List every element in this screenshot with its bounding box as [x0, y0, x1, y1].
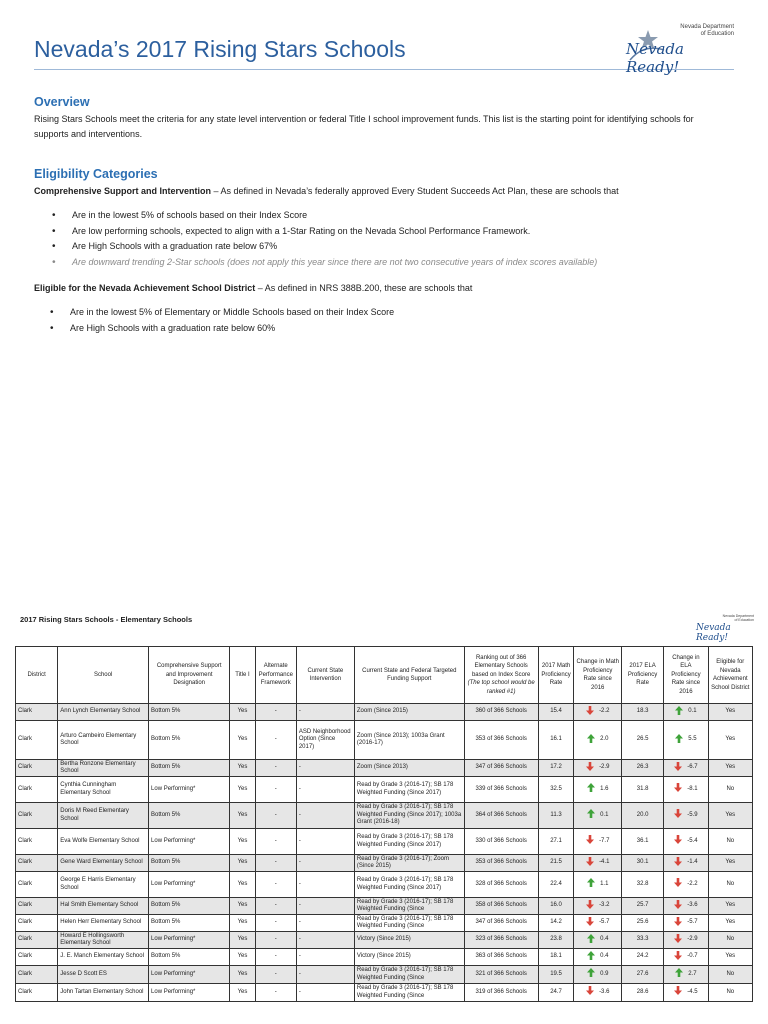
arrow-up-icon: [587, 783, 595, 796]
cell-nasd: Yes: [708, 855, 752, 872]
col-district: District: [16, 647, 58, 704]
table-row: [16, 966, 753, 984]
cell-state-intervention: -: [296, 855, 354, 872]
cell-nasd: Yes: [708, 898, 752, 915]
cell-math: 21.5: [538, 855, 574, 872]
logo-brand-text: Nevada Ready!: [626, 40, 684, 76]
cell-ela: 33.3: [621, 932, 663, 949]
cell-csi: Bottom 5%: [149, 898, 230, 915]
cell-ranking: 347 of 366 Schools: [464, 760, 538, 777]
cell-csi: Bottom 5%: [149, 721, 230, 760]
cell-ranking: 358 of 366 Schools: [464, 898, 538, 915]
cell-ela-change: -6.7: [664, 760, 708, 777]
cell-title1: Yes: [230, 704, 255, 721]
cell-state-intervention: -: [296, 704, 354, 721]
cell-csi: Low Performing*: [149, 777, 230, 803]
cell-alt-framework: -: [255, 915, 296, 932]
cell-csi: Low Performing*: [149, 872, 230, 898]
cell-district: Clark: [16, 704, 58, 721]
cell-math: 11.3: [538, 803, 574, 829]
cell-school: Bertha Ronzone Elementary School: [58, 760, 149, 777]
table-body: [16, 704, 753, 1002]
cell-ela: 27.6: [621, 966, 663, 984]
cell-math: 14.2: [538, 915, 574, 932]
arrow-up-icon: [587, 951, 595, 964]
cell-ela: 24.2: [621, 949, 663, 966]
cell-district: Clark: [16, 760, 58, 777]
cell-math: 22.4: [538, 872, 574, 898]
cell-nasd: Yes: [708, 704, 752, 721]
rising-stars-table: [15, 646, 753, 1002]
cell-csi: Low Performing*: [149, 984, 230, 1002]
cell-district: Clark: [16, 777, 58, 803]
cell-district: Clark: [16, 855, 58, 872]
cell-math-change: -5.7: [574, 915, 622, 932]
table-row: [16, 803, 753, 829]
cell-math-change: -7.7: [574, 829, 622, 855]
cell-school: George E Harris Elementary School: [58, 872, 149, 898]
cell-ela: 25.7: [621, 898, 663, 915]
arrow-down-icon: [586, 986, 594, 999]
col-alt-framework: Alternate Performance Framework: [255, 647, 296, 704]
cell-csi: Bottom 5%: [149, 760, 230, 777]
table-title: 2017 Rising Stars Schools - Elementary Schools: [20, 615, 193, 624]
cell-csi: Bottom 5%: [149, 949, 230, 966]
cell-math-change: -2.9: [574, 760, 622, 777]
cell-alt-framework: -: [255, 898, 296, 915]
list-item: • Are in the lowest 5% of Elementary or Middle Schools based on their Index Score: [48, 305, 394, 321]
cell-school: Eva Wolfe Elementary School: [58, 829, 149, 855]
list-item: • Are High Schools with a graduation rate below 60%: [48, 321, 394, 337]
arrow-down-icon: [586, 917, 594, 930]
cell-alt-framework: -: [255, 721, 296, 760]
arrow-down-icon: [586, 835, 594, 848]
table-row: [16, 915, 753, 932]
list-item: • Are High Schools with a graduation rate below 67%: [50, 239, 597, 255]
col-ela-change: Change in ELA Proficiency Rate since 2016: [664, 647, 708, 704]
cell-title1: Yes: [230, 829, 255, 855]
cell-school: Cynthia Cunningham Elementary School: [58, 777, 149, 803]
cell-funding: Read by Grade 3 (2016-17); SB 178 Weighted Funding (Since 2017): [354, 872, 464, 898]
table-row: [16, 984, 753, 1002]
cell-math-change: 0.9: [574, 966, 622, 984]
cell-ranking: 328 of 366 Schools: [464, 872, 538, 898]
cell-title1: Yes: [230, 949, 255, 966]
cell-funding: Read by Grade 3 (2016-17); SB 178 Weighted Funding (Since: [354, 915, 464, 932]
cell-math: 17.2: [538, 760, 574, 777]
arrow-up-icon: [587, 968, 595, 981]
cell-ela-change: -4.5: [664, 984, 708, 1002]
col-school: School: [58, 647, 149, 704]
cell-math-change: 0.4: [574, 949, 622, 966]
cell-math: 18.1: [538, 949, 574, 966]
cell-math-change: 1.1: [574, 872, 622, 898]
cell-ela-change: 5.5: [664, 721, 708, 760]
cell-district: Clark: [16, 915, 58, 932]
cell-state-intervention: -: [296, 803, 354, 829]
nevada-ready-logo-small: [696, 612, 754, 643]
cell-funding: Read by Grade 3 (2016-17); SB 178 Weighted Funding (Since: [354, 984, 464, 1002]
cell-math: 16.0: [538, 898, 574, 915]
arrow-up-icon: [675, 734, 683, 747]
csi-definition: Comprehensive Support and Intervention – As defined in Nevada’s federally approved Every Student Succeeds Act Plan, these are schools that: [34, 186, 619, 196]
cell-nasd: No: [708, 932, 752, 949]
arrow-down-icon: [586, 857, 594, 870]
cell-state-intervention: -: [296, 984, 354, 1002]
cell-math-change: -4.1: [574, 855, 622, 872]
cell-title1: Yes: [230, 932, 255, 949]
cell-nasd: Yes: [708, 803, 752, 829]
cell-math: 24.7: [538, 984, 574, 1002]
nevada-ready-logo: [626, 18, 734, 76]
cell-funding: Read by Grade 3 (2016-17); SB 178 Weighted Funding (Since 2017): [354, 829, 464, 855]
logo-brand-text: Nevada Ready!: [696, 623, 731, 643]
cell-funding: Read by Grade 3 (2016-17); SB 178 Weighted Funding (Since 2017): [354, 777, 464, 803]
arrow-down-icon: [674, 835, 682, 848]
cell-nasd: No: [708, 872, 752, 898]
cell-nasd: Yes: [708, 721, 752, 760]
cell-district: Clark: [16, 984, 58, 1002]
cell-math: 19.5: [538, 966, 574, 984]
col-title1: Title I: [230, 647, 255, 704]
cell-math-change: -2.2: [574, 704, 622, 721]
cell-district: Clark: [16, 803, 58, 829]
cell-state-intervention: -: [296, 760, 354, 777]
cell-funding: Read by Grade 3 (2016-17); SB 178 Weighted Funding (Since: [354, 966, 464, 984]
cell-nasd: Yes: [708, 760, 752, 777]
cell-ela: 31.8: [621, 777, 663, 803]
cell-school: Doris M Reed Elementary School: [58, 803, 149, 829]
col-ela: 2017 ELA Proficiency Rate: [621, 647, 663, 704]
cell-state-intervention: ASD Neighborhood Option (Since 2017): [296, 721, 354, 760]
cell-csi: Bottom 5%: [149, 803, 230, 829]
cell-csi: Low Performing*: [149, 932, 230, 949]
arrow-down-icon: [674, 951, 682, 964]
cell-ela-change: -5.9: [664, 803, 708, 829]
cell-funding: Read by Grade 3 (2016-17); SB 178 Weighted Funding (Since 2017); 1003a Grant (2016-18): [354, 803, 464, 829]
logo-org-text: Nevada Department of Education: [722, 614, 754, 622]
cell-ela: 28.6: [621, 984, 663, 1002]
table-row: [16, 760, 753, 777]
cell-district: Clark: [16, 829, 58, 855]
table-row: [16, 932, 753, 949]
table-row: [16, 829, 753, 855]
cell-school: Arturo Cambeiro Elementary School: [58, 721, 149, 760]
cell-title1: Yes: [230, 898, 255, 915]
cell-title1: Yes: [230, 721, 255, 760]
cell-ela-change: -0.7: [664, 949, 708, 966]
cell-math: 15.4: [538, 704, 574, 721]
arrow-down-icon: [674, 986, 682, 999]
cell-ela: 26.3: [621, 760, 663, 777]
cell-ela-change: -2.9: [664, 932, 708, 949]
cell-alt-framework: -: [255, 949, 296, 966]
overview-text: Rising Stars Schools meet the criteria for any state level intervention or federal Title I school improvement funds. This list is the starting point for identifying schools for supports and interventions.: [34, 114, 694, 139]
cell-funding: Zoom (Since 2013): [354, 760, 464, 777]
cell-district: Clark: [16, 966, 58, 984]
list-item: • Are in the lowest 5% of schools based on their Index Score: [50, 208, 597, 224]
cell-alt-framework: -: [255, 984, 296, 1002]
cell-funding: Read by Grade 3 (2016-17); SB 178 Weighted Funding (Since: [354, 898, 464, 915]
cell-ela: 20.0: [621, 803, 663, 829]
cell-alt-framework: -: [255, 872, 296, 898]
table-row: [16, 872, 753, 898]
table-row: [16, 898, 753, 915]
cell-math-change: 2.0: [574, 721, 622, 760]
cell-nasd: Yes: [708, 915, 752, 932]
table-row: [16, 777, 753, 803]
cell-ranking: 319 of 366 Schools: [464, 984, 538, 1002]
cell-funding: Zoom (Since 2013); 1003a Grant (2016-17): [354, 721, 464, 760]
cell-alt-framework: -: [255, 803, 296, 829]
col-nasd: Eligible for Nevada Achievement School District: [708, 647, 752, 704]
cell-state-intervention: -: [296, 898, 354, 915]
cell-ela-change: 0.1: [664, 704, 708, 721]
arrow-up-icon: [675, 706, 683, 719]
cell-district: Clark: [16, 949, 58, 966]
arrow-down-icon: [586, 706, 594, 719]
logo-org-text: Nevada Department of Education: [680, 24, 734, 37]
csi-bullet-list: [50, 208, 597, 270]
col-math-change: Change in Math Proficiency Rate since 2016: [574, 647, 622, 704]
cell-csi: Low Performing*: [149, 966, 230, 984]
arrow-up-icon: [675, 968, 683, 981]
cell-title1: Yes: [230, 777, 255, 803]
cell-alt-framework: -: [255, 932, 296, 949]
cell-ela: 30.1: [621, 855, 663, 872]
cell-school: Ann Lynch Elementary School: [58, 704, 149, 721]
cell-math: 23.8: [538, 932, 574, 949]
cell-ranking: 321 of 366 Schools: [464, 966, 538, 984]
cell-ranking: 364 of 366 Schools: [464, 803, 538, 829]
arrow-down-icon: [586, 900, 594, 913]
table-row: [16, 704, 753, 721]
nasd-bullet-list: [48, 305, 394, 336]
table-row: [16, 949, 753, 966]
col-csi: Comprehensive Support and Improvement Designation: [149, 647, 230, 704]
cell-math-change: -3.2: [574, 898, 622, 915]
cell-state-intervention: -: [296, 872, 354, 898]
col-funding: Current State and Federal Targeted Funding Support: [354, 647, 464, 704]
arrow-down-icon: [586, 762, 594, 775]
cell-state-intervention: -: [296, 949, 354, 966]
cell-math: 32.5: [538, 777, 574, 803]
cell-ranking: 323 of 366 Schools: [464, 932, 538, 949]
arrow-down-icon: [674, 917, 682, 930]
arrow-down-icon: [674, 878, 682, 891]
cell-school: J. E. Manch Elementary School: [58, 949, 149, 966]
cell-ela: 25.6: [621, 915, 663, 932]
arrow-down-icon: [674, 857, 682, 870]
cell-funding: Victory (Since 2015): [354, 949, 464, 966]
cell-title1: Yes: [230, 966, 255, 984]
cell-alt-framework: -: [255, 855, 296, 872]
cell-ranking: 363 of 366 Schools: [464, 949, 538, 966]
table-header-row: [16, 647, 753, 704]
table-row: [16, 721, 753, 760]
cell-state-intervention: -: [296, 915, 354, 932]
col-math: 2017 Math Proficiency Rate: [538, 647, 574, 704]
cell-csi: Bottom 5%: [149, 915, 230, 932]
page-title: Nevada’s 2017 Rising Stars Schools: [34, 36, 406, 62]
eligibility-heading: Eligibility Categories: [34, 167, 158, 181]
cell-csi: Bottom 5%: [149, 704, 230, 721]
cell-math: 27.1: [538, 829, 574, 855]
cell-district: Clark: [16, 721, 58, 760]
arrow-up-icon: [587, 734, 595, 747]
cell-funding: Victory (Since 2015): [354, 932, 464, 949]
cell-ranking: 360 of 366 Schools: [464, 704, 538, 721]
overview-heading: Overview: [34, 95, 90, 109]
col-ranking: Ranking out of 366 Elementary Schools based on Index Score (The top school would be ranked #1): [464, 647, 538, 704]
arrow-down-icon: [674, 809, 682, 822]
cell-math-change: 0.1: [574, 803, 622, 829]
nasd-definition: Eligible for the Nevada Achievement School District – As defined in NRS 388B.200, these are schools that: [34, 283, 473, 293]
cell-ela-change: -5.7: [664, 915, 708, 932]
cell-title1: Yes: [230, 915, 255, 932]
table-row: [16, 855, 753, 872]
cell-funding: Read by Grade 3 (2016-17); Zoom (Since 2015): [354, 855, 464, 872]
cell-csi: Bottom 5%: [149, 855, 230, 872]
cell-ela-change: -5.4: [664, 829, 708, 855]
cell-ela-change: -2.2: [664, 872, 708, 898]
cell-math-change: -3.6: [574, 984, 622, 1002]
cell-csi: Low Performing*: [149, 829, 230, 855]
arrow-down-icon: [674, 783, 682, 796]
list-item: • Are low performing schools, expected to align with a 1-Star Rating on the Nevada School Performance Framework.: [50, 224, 597, 240]
cell-nasd: No: [708, 966, 752, 984]
cell-school: Hal Smith Elementary School: [58, 898, 149, 915]
cell-nasd: No: [708, 777, 752, 803]
cell-ela-change: -1.4: [664, 855, 708, 872]
arrow-down-icon: [674, 934, 682, 947]
cell-state-intervention: -: [296, 829, 354, 855]
cell-state-intervention: -: [296, 932, 354, 949]
col-state-intervention: Current State Intervention: [296, 647, 354, 704]
cell-title1: Yes: [230, 855, 255, 872]
cell-nasd: No: [708, 984, 752, 1002]
cell-nasd: Yes: [708, 949, 752, 966]
cell-state-intervention: -: [296, 966, 354, 984]
cell-math-change: 0.4: [574, 932, 622, 949]
cell-school: John Tartan Elementary School: [58, 984, 149, 1002]
cell-ela: 36.1: [621, 829, 663, 855]
cell-title1: Yes: [230, 803, 255, 829]
cell-ranking: 347 of 366 Schools: [464, 915, 538, 932]
cell-alt-framework: -: [255, 966, 296, 984]
cell-ranking: 353 of 366 Schools: [464, 721, 538, 760]
cell-funding: Zoom (Since 2015): [354, 704, 464, 721]
cell-ela: 18.3: [621, 704, 663, 721]
arrow-down-icon: [674, 762, 682, 775]
cell-ela-change: 2.7: [664, 966, 708, 984]
cell-ela: 26.5: [621, 721, 663, 760]
cell-ela: 32.8: [621, 872, 663, 898]
cell-school: Jesse D Scott ES: [58, 966, 149, 984]
arrow-up-icon: [587, 934, 595, 947]
cell-alt-framework: -: [255, 829, 296, 855]
list-item: • Are downward trending 2-Star schools (does not apply this year since there are not two consecutive years of index scores available): [50, 255, 597, 271]
cell-ranking: 353 of 366 Schools: [464, 855, 538, 872]
cell-math-change: 1.6: [574, 777, 622, 803]
cell-title1: Yes: [230, 872, 255, 898]
cell-nasd: No: [708, 829, 752, 855]
arrow-up-icon: [587, 878, 595, 891]
cell-alt-framework: -: [255, 777, 296, 803]
cell-title1: Yes: [230, 984, 255, 1002]
cell-school: Helen Herr Elementary School: [58, 915, 149, 932]
cell-title1: Yes: [230, 760, 255, 777]
cell-district: Clark: [16, 898, 58, 915]
cell-ranking: 330 of 366 Schools: [464, 829, 538, 855]
cell-ranking: 339 of 366 Schools: [464, 777, 538, 803]
cell-school: Howard E Hollingsworth Elementary School: [58, 932, 149, 949]
arrow-up-icon: [587, 809, 595, 822]
arrow-down-icon: [674, 900, 682, 913]
cell-ela-change: -8.1: [664, 777, 708, 803]
cell-state-intervention: -: [296, 777, 354, 803]
cell-district: Clark: [16, 872, 58, 898]
cell-school: Gene Ward Elementary School: [58, 855, 149, 872]
cell-alt-framework: -: [255, 760, 296, 777]
cell-alt-framework: -: [255, 704, 296, 721]
cell-district: Clark: [16, 932, 58, 949]
cell-ela-change: -3.6: [664, 898, 708, 915]
cell-math: 16.1: [538, 721, 574, 760]
